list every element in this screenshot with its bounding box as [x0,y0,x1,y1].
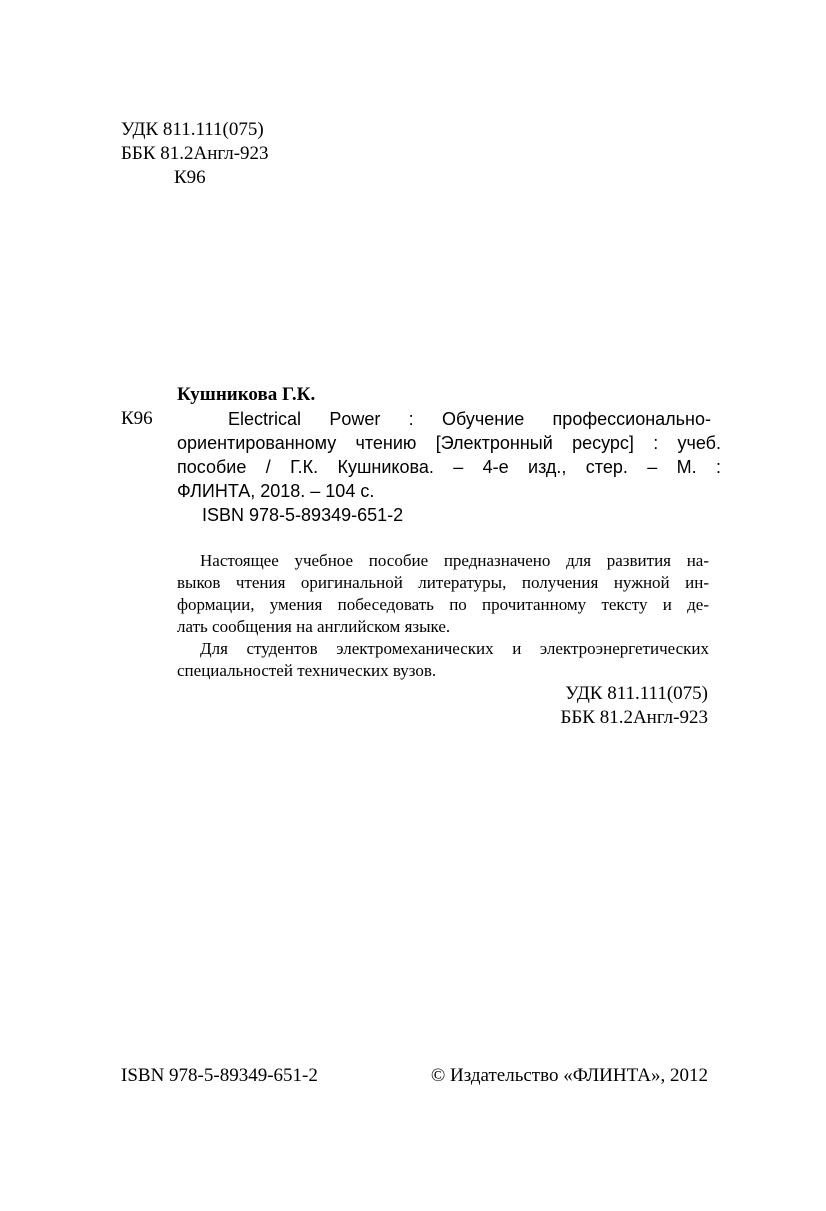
annotation-line-3: формации, умения побеседовать по прочитанному тексту и де- [177,595,709,614]
audience-line-1: Для студентов электромеханических и электроэнергетических [200,639,709,658]
record-line-1: Electrical Power : Обучение профессионально- [228,409,711,429]
author-heading: Кушникова Г.К. [177,384,316,405]
annotation-line-1: Настоящее учебное пособие предназначено для развития на- [200,551,709,570]
copyright-notice: © Издательство «ФЛИНТА», 2012 [430,1065,708,1086]
record-line-2: ориентированному чтению [Электронный ресурс] : учеб. [177,433,721,453]
annotation-line-2: выков чтения оригинальной литературы, получения нужной ин- [177,573,709,592]
record-line-4: ФЛИНТА, 2018. – 104 с. [177,481,375,501]
udk-code-top: УДК 811.111(075) [121,119,264,140]
udk-code-bottom: УДК 811.111(075) [565,683,708,704]
footer-isbn: ISBN 978-5-89349-651-2 [121,1065,318,1086]
bbk-code-bottom: ББК 81.2Англ-923 [560,707,708,728]
author-sign-record: К96 [121,408,153,429]
record-line-3: пособие / Г.К. Кушникова. – 4-е изд., стер. – М. : [177,457,721,477]
record-isbn: ISBN 978-5-89349-651-2 [202,505,404,525]
annotation-line-4: лать сообщения на английском языке. [177,617,451,636]
author-sign-top: К96 [174,167,206,188]
bbk-code-top: ББК 81.2Англ-923 [121,143,269,164]
audience-line-2: специальностей технических вузов. [177,661,437,680]
